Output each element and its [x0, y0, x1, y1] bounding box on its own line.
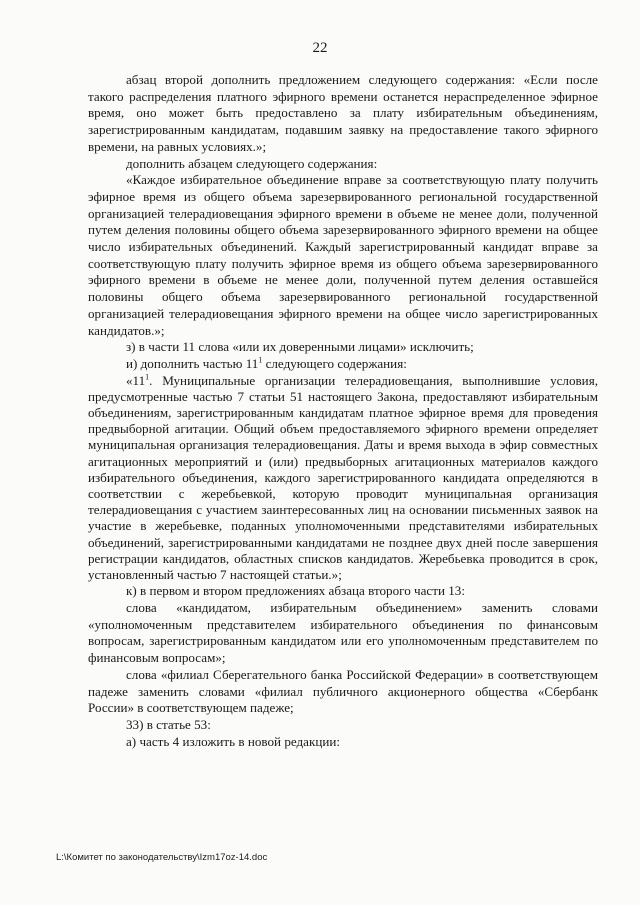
paragraph-dopolnit-abzacem: дополнить абзацем следующего содержания:: [126, 155, 378, 171]
paragraph-item-33: 33) в статье 53:: [126, 716, 211, 732]
part-11-1-superscript: 1: [145, 372, 150, 382]
paragraph-item-k: к) в первом и втором предложениях абзаца второго части 13:: [126, 583, 465, 599]
paragraph-abzac-vtoroy: абзац второй дополнить предложением следующего содержания: «Если после такого распределения платного эфирного времени останется нераспределенное эфирное время, оно может быть предоставлено за плату избирательным объединениям, зарегистрированным кандидатам, подавшим заявку на предоставление такого эфирного времени, на равных условиях.»;: [88, 72, 598, 154]
paragraph-slova-filial: слова «филиал Сберегательного банка Российской Федерации» в соответствующем падеже заменить словами «филиал публичного акционерного общества «Сбербанк России» в соответствующем падеже;: [88, 666, 598, 716]
item-i-superscript: 1: [258, 355, 263, 365]
paragraph-item-z: з) в части 11 слова «или их доверенными лицами» исключить;: [126, 339, 474, 355]
part-11-1-text-after: . Муниципальные организации телерадиовещания, выполнившие условия, предусмотренные частью 7 статьи 51 настоящего Закона, предоставляют избирательным объединениям, зарегистрированным кандидатам платное эфирное время для проведения предвыборной агитации. Общий объем предоставляемого эфирного времени определяет муниципальная организация телерадиовещания. Даты и время выхода в эфир совместных агитационных мероприятий и (или) предвыборных агитационных материалов каждого избирательного объединения, каждого зарегистрированного кандидата определяются в соответствии с жеребьевкой, которую проводит муниципальная организация телерадиовещания с участием заинтересованных лиц на основании письменных заявок на участие в жеребьевке, поданных уполномоченными представителями избирательных объединений, зарегистрированными кандидатами не позднее двух дней после завершения регистрации кандидатов, областных списков кандидатов. Жеребьевка проводится в срок, установленный частью 7 настоящей статьи.»;: [88, 372, 598, 583]
document-body: [88, 72, 598, 750]
paragraph-item-i: [88, 356, 598, 373]
item-i-text-after: следующего содержания:: [262, 355, 407, 371]
part-11-1-text-before: «11: [126, 372, 146, 388]
paragraph-part-11-1: [88, 373, 598, 584]
item-i-text-before: и) дополнить частью 11: [126, 355, 259, 371]
paragraph-item-a: а) часть 4 изложить в новой редакции:: [126, 733, 341, 749]
paragraph-new-abzac-text: «Каждое избирательное объединение вправе за соответствующую плату получить эфирное время из общего объема зарезервированного региональной государственной организацией телерадиовещания эфирного времени в объеме не менее доли, полученной путем деления половины общего объема зарезервированного эфирного времени на общее число избирательных объединений. Каждый зарегистрированный кандидат вправе за соответствующую плату получить эфирное время из общего объема зарезервированного эфирного времени в объеме не менее доли, полученной путем деления оставшейся половины общего объема зарезервированного региональной государственной организацией телерадиовещания эфирного времени на общее число зарегистрированных кандидатов.»;: [88, 172, 598, 338]
paragraph-slova-kandidatom: слова «кандидатом, избирательным объединением» заменить словами «уполномоченным представителем избирательного объединения по финансовым вопросам, зарегистрированным кандидатом или его уполномоченным представителем по финансовым вопросам»;: [88, 600, 598, 666]
page-number: 22: [312, 40, 328, 56]
footer-file-path: L:\Комитет по законодательству\Izm17oz-14.doc: [56, 852, 268, 863]
